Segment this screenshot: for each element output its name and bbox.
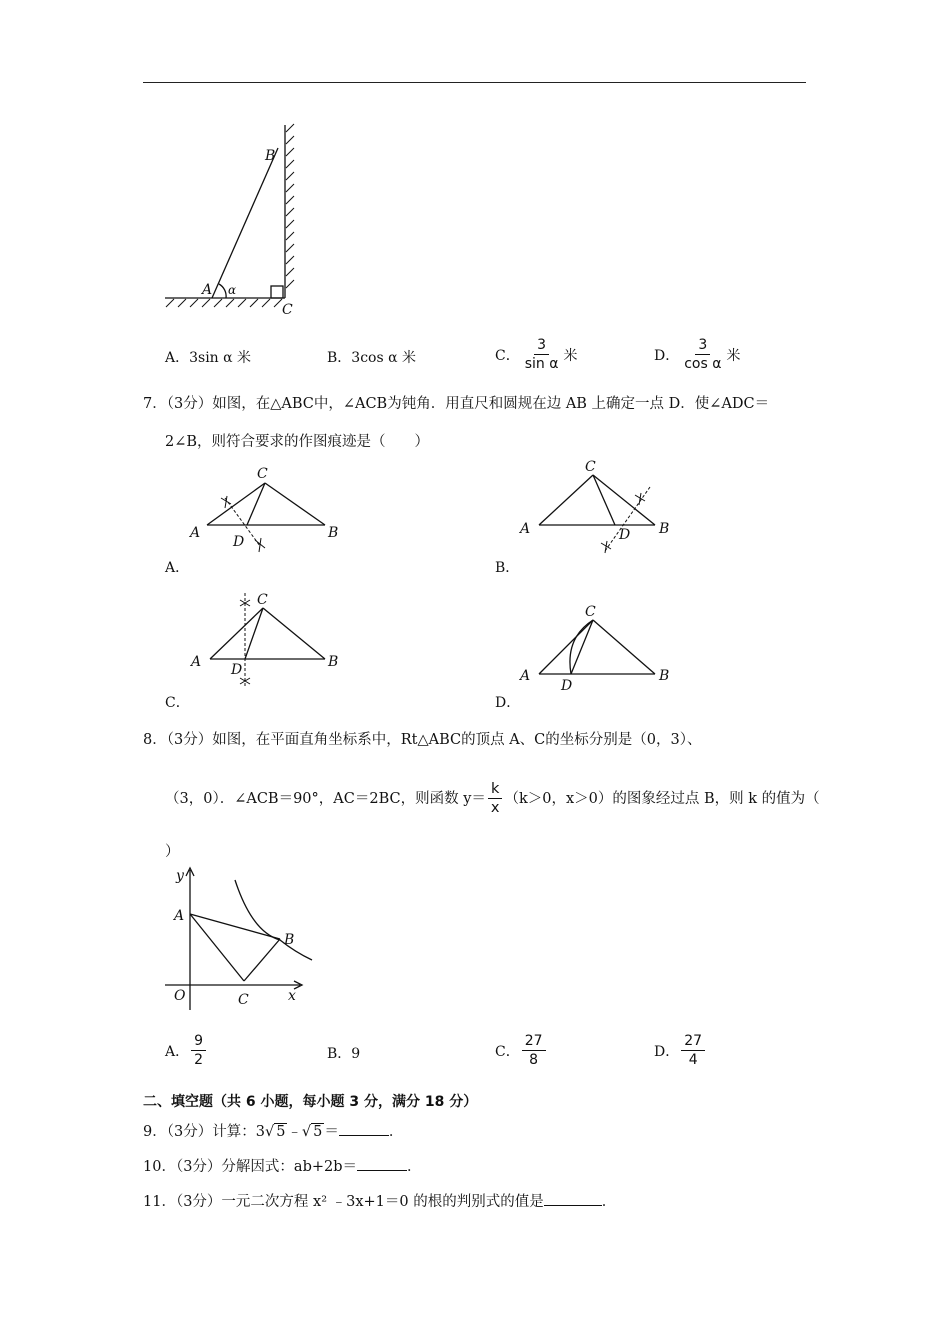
q7d-D: D xyxy=(561,678,573,693)
q6-angle-alpha: α xyxy=(228,283,237,297)
q8-d-label: D． xyxy=(654,1043,680,1060)
q8-function-fraction xyxy=(488,780,503,817)
q7-figure-d xyxy=(515,598,685,693)
q9-end: ． xyxy=(388,1124,404,1140)
q8-point-O: O xyxy=(174,988,186,1004)
q8-option-b: B．9 xyxy=(327,1046,361,1062)
q8-axis-x: x xyxy=(288,988,296,1004)
q8-line2 xyxy=(165,780,820,817)
q10-line xyxy=(143,1156,422,1177)
q8-option-a xyxy=(165,1032,208,1069)
q7-line1: 7．（3分）如图，在△ABC中，∠ACB为钝角．用直尺和圆规在边 AB 上确定一点 D．使∠ADC＝ xyxy=(143,396,770,412)
q9-line: 9．（3分）计算：3√ 5 ﹣√ 5 ＝ ． xyxy=(143,1121,403,1142)
q6-d-label: D． xyxy=(654,347,680,364)
q6-option-b: B．3cos α 米 xyxy=(327,350,417,366)
q6-c-label: C． xyxy=(495,347,520,364)
q8-line2-pre: （3，0）．∠ACB＝90°，AC＝2BC，则函数 y＝ xyxy=(165,790,486,807)
q6-c-unit: 米 xyxy=(563,347,578,364)
q9-root1: 5 xyxy=(276,1124,286,1140)
q11-end: ． xyxy=(601,1194,617,1210)
q7c-A: A xyxy=(191,654,202,670)
q7c-B: B xyxy=(328,654,339,670)
q7a-C: C xyxy=(257,466,268,482)
q7-figure-a xyxy=(185,458,355,558)
q8-d-fraction xyxy=(681,1032,705,1069)
q8-a-num: 9 xyxy=(191,1032,206,1051)
q6-c-fraction xyxy=(522,336,562,373)
q9-root2: 5 xyxy=(313,1124,323,1140)
q9-mid: ﹣ xyxy=(287,1124,302,1140)
q8-a-den: 2 xyxy=(194,1052,204,1068)
q6-point-C: C xyxy=(282,302,293,318)
q7-figure-c xyxy=(185,588,355,688)
q6-option-a: A．3sin α 米 xyxy=(165,350,252,366)
q8-figure xyxy=(160,862,320,1012)
q8-a-label: A． xyxy=(165,1043,190,1060)
q7a-D: D xyxy=(233,534,245,550)
q11-line xyxy=(143,1191,616,1212)
q8-c-fraction xyxy=(522,1032,546,1069)
q6-c-num: 3 xyxy=(534,336,549,355)
q7-line2: 2∠B，则符合要求的作图痕迹是（ ） xyxy=(165,434,430,450)
q10-end: ． xyxy=(407,1159,422,1175)
q8-d-den: 4 xyxy=(688,1052,698,1068)
q6-d-fraction xyxy=(681,336,724,373)
q7d-A: A xyxy=(520,668,531,684)
q8-a-fraction xyxy=(191,1032,206,1069)
q7a-B: B xyxy=(328,525,339,541)
q7-option-c-label: C． xyxy=(165,695,190,711)
q8-point-C: C xyxy=(238,992,249,1008)
q7c-D: D xyxy=(231,662,243,678)
q6-option-c xyxy=(495,336,577,373)
q7b-B: B xyxy=(659,521,670,537)
q7-figure-b xyxy=(515,455,685,560)
q8-line2-post: （k＞0，x＞0）的图象经过点 B，则 k 的值为（ xyxy=(504,790,820,807)
q8-frac-den: x xyxy=(490,800,500,816)
q7-option-a-label: A． xyxy=(165,560,190,576)
q7a-A: A xyxy=(190,525,201,541)
q6-figure xyxy=(160,120,310,320)
q8-d-num: 27 xyxy=(681,1032,705,1051)
q9-answer-blank[interactable] xyxy=(339,1121,389,1136)
section-2-title: 二、填空题（共 6 小题，每小题 3 分，满分 18 分） xyxy=(143,1094,478,1110)
q11-answer-blank[interactable] xyxy=(544,1191,602,1206)
q8-point-A: A xyxy=(174,908,185,924)
q6-d-den: cos α xyxy=(684,356,722,372)
q6-d-num: 3 xyxy=(695,336,710,355)
q10-pre: 10．（3分）分解因式：ab+2b＝ xyxy=(143,1159,358,1175)
q7-option-b-label: B． xyxy=(495,560,520,576)
q7d-B: B xyxy=(659,668,670,684)
q9-pre: 9．（3分）计算：3 xyxy=(143,1124,265,1140)
q7d-C: C xyxy=(585,604,596,620)
q7b-C: C xyxy=(585,459,596,475)
q8-axis-y: y xyxy=(176,868,184,884)
q8-option-c xyxy=(495,1032,548,1069)
top-rule xyxy=(143,82,806,83)
q6-option-d xyxy=(654,336,740,373)
q7b-A: A xyxy=(520,521,531,537)
q6-c-den: sin α xyxy=(524,356,559,372)
q8-c-den: 8 xyxy=(529,1052,539,1068)
q9-post: ＝ xyxy=(324,1124,339,1140)
q8-frac-num: k xyxy=(488,780,502,799)
q10-answer-blank[interactable] xyxy=(357,1156,407,1171)
q7-option-d-label: D． xyxy=(495,695,521,711)
q6-point-A: A xyxy=(202,282,213,298)
q8-option-d xyxy=(654,1032,707,1069)
q8-c-label: C． xyxy=(495,1043,520,1060)
q8-line3: ） xyxy=(165,844,180,860)
q8-line1: 8．（3分）如图，在平面直角坐标系中，Rt△ABC的顶点 A、C的坐标分别是（0，3）、 xyxy=(143,732,702,748)
q7b-D: D xyxy=(619,527,631,543)
q8-point-B: B xyxy=(284,932,295,948)
q6-point-B: B xyxy=(265,148,276,164)
q8-c-num: 27 xyxy=(522,1032,546,1051)
q6-d-unit: 米 xyxy=(726,347,741,364)
q7c-C: C xyxy=(257,592,268,608)
q11-pre: 11．（3分）一元二次方程 x² ﹣3x+1＝0 的根的判别式的值是 xyxy=(143,1194,544,1210)
